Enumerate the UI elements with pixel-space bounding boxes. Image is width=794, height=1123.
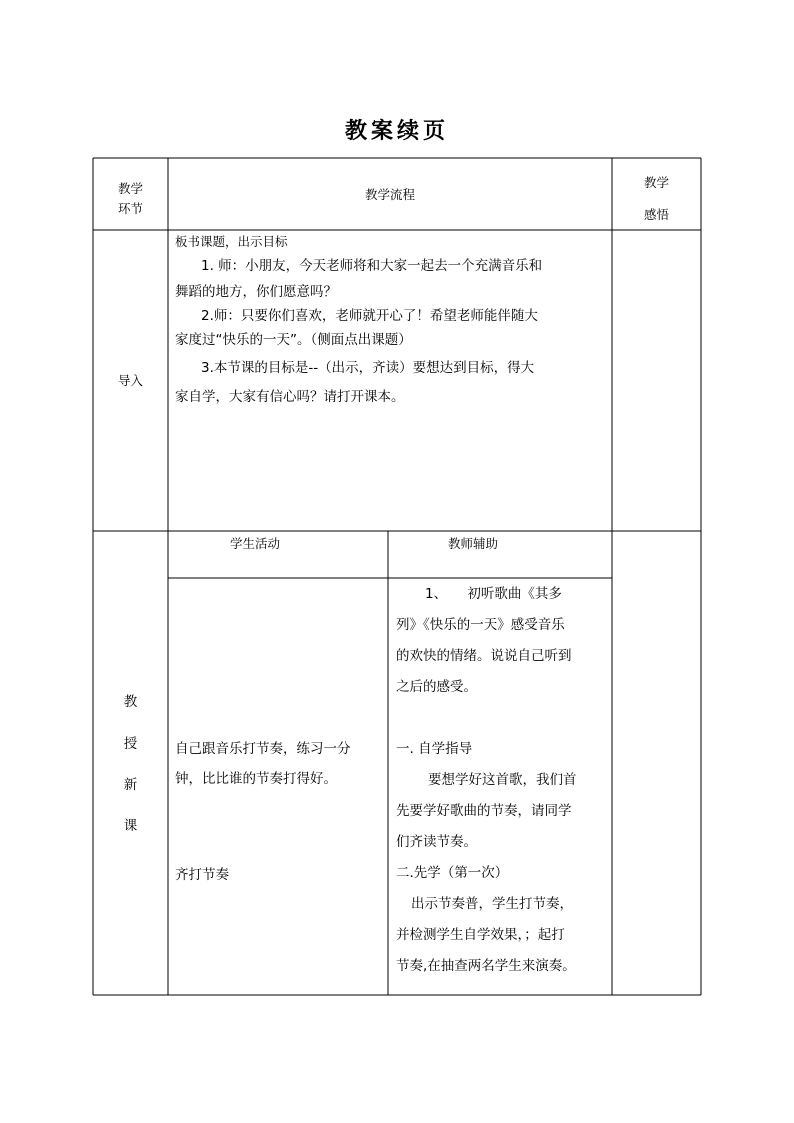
intro-line: 家自学，大家有信心吗？请打开课本。 xyxy=(175,389,405,405)
teach-stage-char: 课 xyxy=(123,818,138,834)
teacher-assist-line: 要想学好这首歌，我们首 xyxy=(428,772,577,788)
intro-line: 板书课题，出示目标 xyxy=(175,234,288,249)
teacher-assist-line: 出示节奏普，学生打节奏， xyxy=(411,896,573,912)
teach-stage-char: 新 xyxy=(123,777,138,793)
teacher-assist-line: 一. 自学指导 xyxy=(396,741,473,757)
header-process: 教学流程 xyxy=(364,187,415,202)
teacher-assist-line: 的欢快的情绪。说说自己听到 xyxy=(396,648,572,664)
intro-line: 1. 师：小朋友，今天老师将和大家一起去一个充满音乐和 xyxy=(201,258,543,274)
intro-line: 2.师：只要你们喜欢，老师就开心了！希望老师能伴随大 xyxy=(201,308,538,324)
teacher-assist-line: 1、 初听歌曲《其多 xyxy=(425,586,562,602)
teacher-assist-header: 教师辅助 xyxy=(448,536,499,551)
intro-line: 3.本节课的目标是--（出示，齐读）要想达到目标，得大 xyxy=(201,360,535,376)
intro-line: 舞蹈的地方，你们愿意吗？ xyxy=(175,284,337,300)
intro-stage-label: 导入 xyxy=(117,373,143,388)
teacher-assist-line: 节奏,在抽查两名学生来演奏。 xyxy=(396,958,576,974)
header-reflection-line2: 感悟 xyxy=(643,207,669,222)
student-activity-line: 齐打节奏 xyxy=(175,867,229,883)
student-activity-header: 学生活动 xyxy=(230,536,281,551)
page-title: 教案续页 xyxy=(344,119,449,144)
header-stage-line2: 环节 xyxy=(117,201,143,216)
student-activity-line: 自己跟音乐打节奏，练习一分 xyxy=(175,741,351,757)
intro-line: 家度过“快乐的一天”。（侧面点出课题） xyxy=(175,332,412,348)
teacher-assist-line: 先要学好歌曲的节奏，请同学 xyxy=(396,803,572,819)
teach-stage-char: 授 xyxy=(123,736,138,752)
teacher-assist-line: 列》《快乐的一天》感受音乐 xyxy=(396,617,565,633)
teacher-assist-line: 并检测学生自学效果，；起打 xyxy=(396,927,565,943)
teacher-assist-line: 二.先学（第一次） xyxy=(396,865,509,881)
teach-stage-char: 教 xyxy=(123,694,138,710)
student-activity-line: 钟，比比谁的节奏打得好。 xyxy=(175,771,337,787)
header-stage-line1: 教学 xyxy=(117,181,143,196)
header-reflection-line1: 教学 xyxy=(643,175,669,190)
teacher-assist-line: 之后的感受。 xyxy=(396,679,477,695)
teacher-assist-line: 们齐读节奏。 xyxy=(396,834,477,850)
